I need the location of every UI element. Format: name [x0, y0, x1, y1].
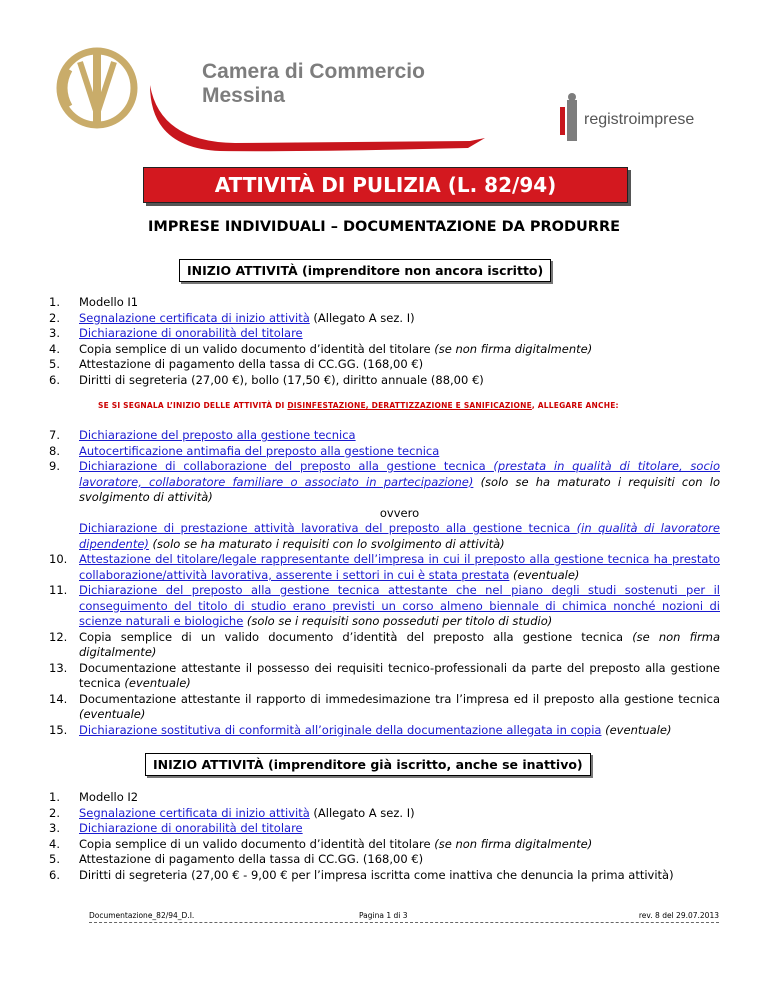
- list-item: 6. Diritti di segreteria (27,00 €), bollo (17,50 €), diritto annuale (88,00 €): [49, 372, 484, 387]
- registro-imprese-label: registroimprese: [584, 111, 695, 128]
- onorabilita-link-2[interactable]: Dichiarazione di onorabilità del titolare: [79, 821, 303, 835]
- section2-heading: INIZIO ATTIVITÀ (imprenditore già iscritto, anche se inattivo): [145, 753, 591, 776]
- list-item: 8. Autocertificazione antimafia del preposto alla gestione tecnica: [49, 443, 440, 458]
- list-item: 12. Copia semplice di un valido documento d’identità del preposto alla gestione tecnica (se non firma digitalmente): [49, 629, 720, 659]
- scia-link-2[interactable]: Segnalazione certificata di inizio attività: [79, 805, 310, 820]
- onorabilita-link[interactable]: Dichiarazione di onorabilità del titolare: [79, 326, 303, 340]
- prestazione-link[interactable]: Dichiarazione di prestazione attività lavorativa del preposto alla gestione tecnica (in qualità di lavoratore dipendente): [79, 521, 720, 551]
- list-item: 15. Dichiarazione sostitutiva di conformità all’originale della documentazione allegata in copia (eventuale): [49, 722, 672, 737]
- footer-page-number: Pagina 1 di 3: [359, 911, 408, 920]
- list-item: 2. Segnalazione certificata di inizio attività (Allegato A sez. I): [49, 310, 415, 325]
- section1-heading: INIZIO ATTIVITÀ (imprenditore non ancora iscritto): [179, 259, 551, 282]
- org-name-line2: Messina: [202, 84, 285, 107]
- list-item: 11. Dichiarazione del preposto alla gestione tecnica attestante che nel piano degli studi sostenuti per il conseguimento del titolo di studio erano previsti un corso almeno biennale di chimica nonché nozioni di scienze naturali e biologiche (solo se i requisiti sono posseduti per titolo di studio): [49, 583, 720, 628]
- section1-list: [0, 295, 768, 388]
- list-item: 7. Dichiarazione del preposto alla gestione tecnica: [49, 428, 356, 442]
- notice-disinfestazione: SE SI SEGNALA L’INIZIO DELLE ATTIVITÀ DI DISINFESTAZIONE, DERATTIZZAZIONE E SANIFICAZIONE, ALLEGARE ANCHE:: [98, 401, 619, 410]
- org-name-line1: Camera di Commercio: [202, 60, 425, 83]
- list-item: 5. Attestazione di pagamento della tassa di CC.GG. (168,00 €): [49, 852, 424, 866]
- footer-revision: rev. 8 del 29.07.2013: [638, 911, 719, 920]
- scia-link[interactable]: Segnalazione certificata di inizio attività: [79, 310, 310, 325]
- list-item: 6. Diritti di segreteria (27,00 € - 9,00 € per l’impresa iscritta come inattiva che denuncia la prima attività): [49, 867, 674, 882]
- list-item: 5. Attestazione di pagamento della tassa di CC.GG. (168,00 €): [49, 357, 424, 371]
- conformita-link[interactable]: Dichiarazione sostitutiva di conformità all’originale della documentazione allegata in copia: [79, 722, 602, 737]
- registro-logo-icon: [560, 93, 577, 141]
- section1-extra-list: [0, 428, 768, 738]
- list-item: 13. Documentazione attestante il possesso dei requisiti tecnico-professionali da parte del preposto alla gestione tecnica (eventuale): [49, 660, 720, 690]
- list-item: 4. Copia semplice di un valido documento d’identità del titolare (se non firma digitalmente): [49, 341, 593, 356]
- footer-doc-name: Documentazione_82/94_D.I.: [89, 911, 195, 920]
- preposto-link[interactable]: Dichiarazione del preposto alla gestione tecnica: [79, 428, 356, 442]
- attestazione-titolare-link[interactable]: Attestazione del titolare/legale rappresentante dell’impresa in cui il preposto alla gestione tecnica ha prestato collaborazione/attività lavorativa, asserente i settori in cui è stata prestata: [79, 552, 720, 582]
- collaborazione-link[interactable]: Dichiarazione di collaborazione del preposto alla gestione tecnica (prestata in qualità di titolare, socio lavoratore, collaboratore familiare o associato in partecipazione): [79, 459, 720, 489]
- page-footer: [89, 911, 719, 923]
- camera-emblem-icon: [60, 51, 134, 125]
- page-title: ATTIVITÀ DI PULIZIA (L. 82/94): [143, 167, 628, 203]
- red-swoosh-icon: [150, 85, 485, 151]
- list-item: 1. Modello I2: [49, 790, 139, 804]
- list-item: 2. Segnalazione certificata di inizio attività (Allegato A sez. I): [49, 805, 415, 820]
- list-item: Dichiarazione di prestazione attività lavorativa del preposto alla gestione tecnica (in qualità di lavoratore dipendente) (solo se ha maturato i requisiti con lo svolgimento di attività): [79, 521, 720, 551]
- ovvero-label: ovvero: [379, 505, 420, 520]
- list-item: 10. Attestazione del titolare/legale rappresentante dell’impresa in cui il preposto alla gestione tecnica ha prestato collaborazione/attività lavorativa, asserente i settori in cui è stata prestata (eventuale): [49, 552, 720, 582]
- list-item: 3. Dichiarazione di onorabilità del titolare: [49, 821, 303, 835]
- list-item: 4. Copia semplice di un valido documento d’identità del titolare (se non firma digitalmente): [49, 836, 593, 851]
- list-item: 9. Dichiarazione di collaborazione del preposto alla gestione tecnica (prestata in qualità di titolare, socio lavoratore, collaboratore familiare o associato in partecipazione) (solo se ha maturato i requisiti con lo svolgimento di attività): [49, 459, 721, 504]
- list-item: 3. Dichiarazione di onorabilità del titolare: [49, 326, 303, 340]
- section2-list: [0, 790, 768, 883]
- page-header: [0, 0, 768, 165]
- antimafia-link[interactable]: Autocertificazione antimafia del preposto alla gestione tecnica: [79, 443, 440, 458]
- titolo-studio-link[interactable]: Dichiarazione del preposto alla gestione tecnica attestante che nel piano degli studi sostenuti per il conseguimento del titolo di studio erano previsti un corso almeno biennale di chimica nonché nozioni di scienze naturali e biologiche: [79, 583, 720, 628]
- document-subtitle: IMPRESE INDIVIDUALI – DOCUMENTAZIONE DA PRODURRE: [147, 219, 621, 235]
- list-item: 14. Documentazione attestante il rapporto di immedesimazione tra l’impresa ed il preposto alla gestione tecnica (eventuale): [49, 691, 720, 721]
- list-item: 1. Modello I1: [49, 295, 139, 309]
